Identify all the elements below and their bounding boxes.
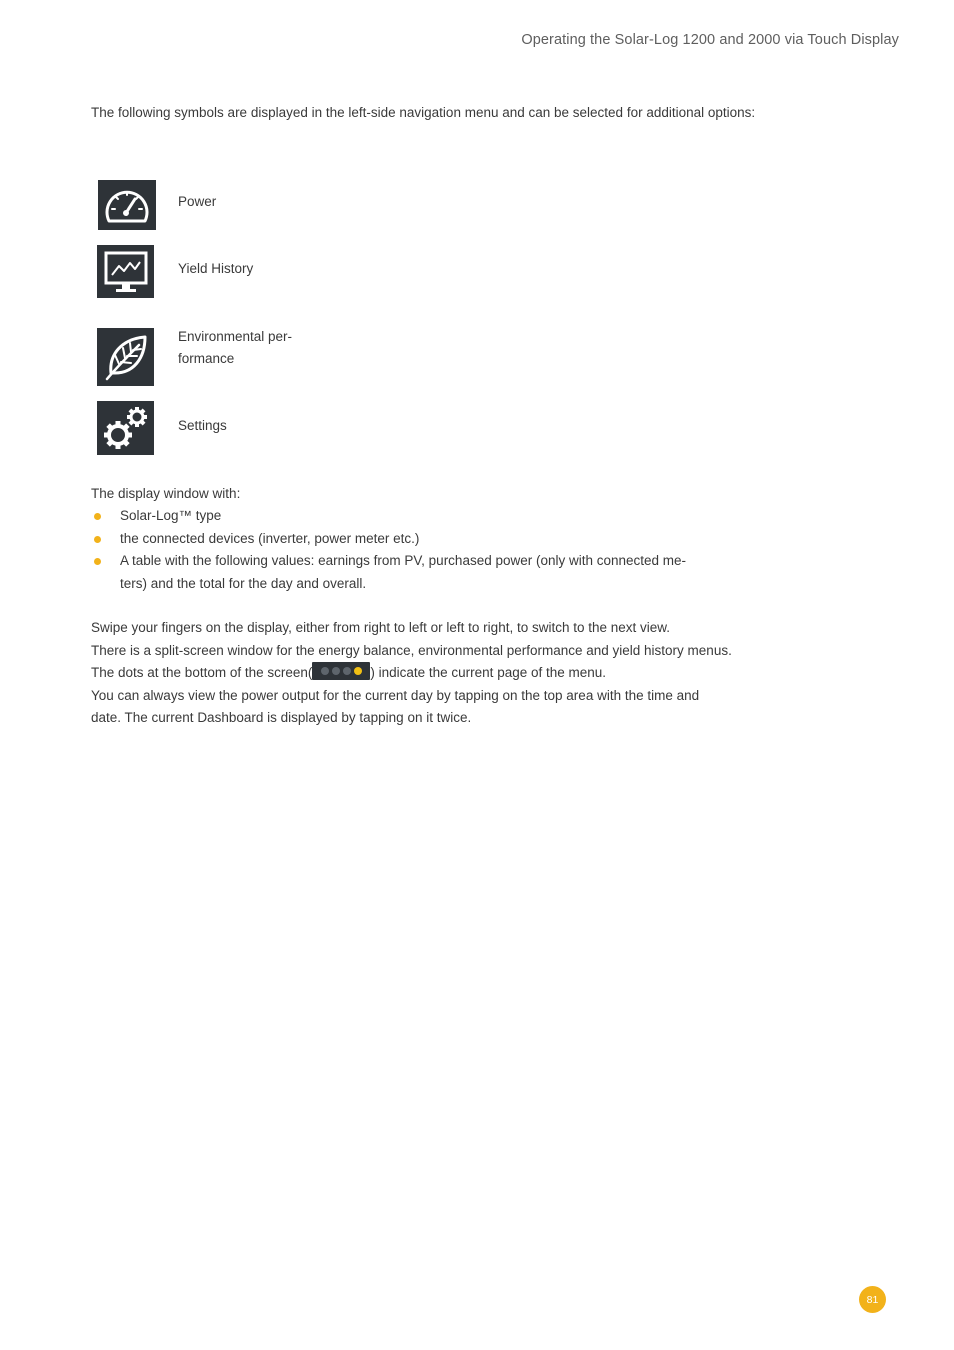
- symbol-label-yield-history: Yield History: [178, 261, 254, 276]
- list-item: the connected devices (inverter, power meter etc.): [91, 528, 811, 551]
- symbol-label-power: Power: [178, 194, 217, 209]
- gears-icon: [97, 401, 154, 455]
- page-dots-icon: [312, 662, 370, 680]
- symbol-label-line1: Environmental per-: [178, 329, 293, 344]
- navigation-paragraph: [91, 617, 831, 730]
- running-header: Operating the Solar-Log 1200 and 2000 via Touch Display: [521, 32, 899, 48]
- monitor-chart-icon: [97, 245, 154, 298]
- speedometer-icon: [98, 180, 156, 230]
- symbol-label-settings: Settings: [178, 418, 227, 433]
- symbol-label-line2: formance: [178, 351, 235, 366]
- bullet-dot: [94, 513, 101, 520]
- page-number-badge: 81: [859, 1286, 886, 1313]
- paragraph-line: You can always view the power output for the current day by tapping on the top area with the time and: [91, 687, 700, 703]
- bullet-dot: [94, 558, 101, 565]
- paragraph-line: date. The current Dashboard is displayed by tapping on it twice.: [91, 710, 472, 725]
- symbol-label-environmental-performance: [178, 326, 292, 370]
- display-window-list: [91, 505, 811, 595]
- intro-text: The following symbols are displayed in the left-side navigation menu and can be selected for additional options:: [91, 105, 756, 120]
- leaf-icon: [97, 328, 154, 386]
- paragraph-line: There is a split-screen window for the energy balance, environmental performance and yield history menus.: [91, 642, 732, 658]
- bullet-dot: [94, 536, 101, 543]
- paragraph-line: The dots at the bottom of the screen( ) indicate the current page of the menu.: [91, 662, 831, 685]
- list-item: A table with the following values: earnings from PV, purchased power (only with connected me- ters) and the total for the day and overall.: [91, 550, 811, 595]
- display-window-intro: The display window with:: [91, 486, 241, 501]
- list-item: Solar-Log™ type: [91, 505, 811, 528]
- paragraph-line: Swipe your fingers on the display, either from right to left or left to right, to switch to the next view.: [91, 620, 671, 635]
